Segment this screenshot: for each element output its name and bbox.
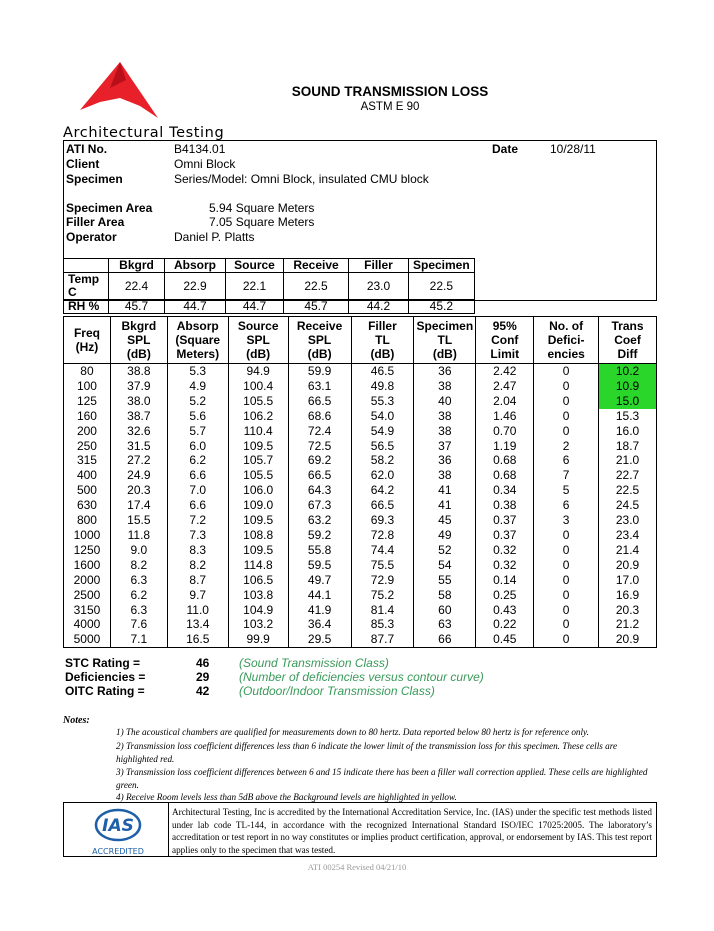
table-cell: 99.9 bbox=[228, 632, 288, 647]
table-cell: 5.3 bbox=[167, 364, 228, 379]
table-cell: 2 bbox=[534, 439, 599, 454]
cond-header: Receive bbox=[284, 259, 349, 273]
table-row bbox=[64, 394, 657, 409]
table-row bbox=[64, 588, 657, 603]
table-cell: 74.4 bbox=[351, 543, 414, 558]
table-cell: 100.4 bbox=[228, 379, 288, 394]
table-cell: 21.4 bbox=[599, 543, 657, 558]
table-cell: 21.2 bbox=[599, 617, 657, 632]
column-header: Specimen TL (dB) bbox=[414, 317, 476, 364]
column-header: Freq (Hz) bbox=[64, 317, 111, 364]
table-cell: 106.5 bbox=[228, 573, 288, 588]
table-cell: 40 bbox=[414, 394, 476, 409]
column-header: Bkgrd SPL (dB) bbox=[110, 317, 167, 364]
table-row bbox=[64, 453, 657, 468]
accreditation-box bbox=[63, 802, 657, 857]
table-cell: 36 bbox=[414, 453, 476, 468]
cond-cell: 22.5 bbox=[284, 273, 349, 300]
table-cell: 54.0 bbox=[351, 409, 414, 424]
table-row bbox=[64, 483, 657, 498]
column-header: Trans Coef Diff bbox=[599, 317, 657, 364]
cond-cell: 22.1 bbox=[226, 273, 284, 300]
date-label: Date bbox=[492, 142, 519, 156]
table-cell: 0 bbox=[534, 632, 599, 647]
table-cell: 55.3 bbox=[351, 394, 414, 409]
table-cell: 0.68 bbox=[476, 468, 534, 483]
table-cell: 54.9 bbox=[351, 424, 414, 439]
table-cell: 5.6 bbox=[167, 409, 228, 424]
cond-cell: 45.7 bbox=[109, 300, 165, 314]
cond-header: Bkgrd bbox=[109, 259, 165, 273]
table-cell: 72.4 bbox=[288, 424, 351, 439]
report-title: SOUND TRANSMISSION LOSS bbox=[291, 84, 489, 99]
table-cell: 0 bbox=[534, 558, 599, 573]
table-cell: 24.9 bbox=[110, 468, 167, 483]
table-cell: 3 bbox=[534, 513, 599, 528]
specimen-label: Specimen bbox=[66, 172, 123, 186]
table-cell: 105.5 bbox=[228, 468, 288, 483]
table-cell: 2.47 bbox=[476, 379, 534, 394]
table-cell: 2000 bbox=[64, 573, 111, 588]
table-cell: 45 bbox=[414, 513, 476, 528]
table-cell: 75.5 bbox=[351, 558, 414, 573]
table-cell: 109.5 bbox=[228, 543, 288, 558]
table-cell: 66.5 bbox=[288, 468, 351, 483]
table-row bbox=[64, 632, 657, 647]
svg-text:ACCREDITED: ACCREDITED bbox=[92, 847, 144, 855]
table-cell: 75.2 bbox=[351, 588, 414, 603]
table-cell: 80 bbox=[64, 364, 111, 379]
table-cell: 7.1 bbox=[110, 632, 167, 647]
operator-value: Daniel P. Platts bbox=[174, 230, 255, 244]
table-cell: 49.7 bbox=[288, 573, 351, 588]
specimen-area-value: 5.94 Square Meters bbox=[209, 201, 315, 215]
table-cell: 23.4 bbox=[599, 528, 657, 543]
cond-cell: 45.7 bbox=[284, 300, 349, 314]
column-header: Absorp (Square Meters) bbox=[167, 317, 228, 364]
stc-label: STC Rating = bbox=[65, 656, 141, 670]
table-cell: 109.5 bbox=[228, 513, 288, 528]
table-cell: 11.8 bbox=[110, 528, 167, 543]
table-cell: 87.7 bbox=[351, 632, 414, 647]
table-cell: 20.3 bbox=[599, 603, 657, 618]
table-cell: 0.45 bbox=[476, 632, 534, 647]
table-cell: 63 bbox=[414, 617, 476, 632]
table-cell: 59.2 bbox=[288, 528, 351, 543]
note-item: 2) Transmission loss coefficient differences less than 6 indicate the lower limit of the transmission loss for this specimen. These cells are highlighted red. bbox=[116, 741, 618, 764]
table-cell: 106.0 bbox=[228, 483, 288, 498]
table-cell: 66 bbox=[414, 632, 476, 647]
table-cell: 15.0 bbox=[599, 394, 657, 409]
table-cell: 52 bbox=[414, 543, 476, 558]
accreditation-text: Architectural Testing, Inc is accredited by the International Accreditation Service, Inc. (IAS) under the specific test methods listed under lab code TL-144, in accordance with the recognized International Standard ISO/IEC 17025:2005. The laboratory’s accreditation or test report in no way constitutes or implies product certification, approval, or endorsement by IAS. This test report applies only to the specimen that was tested. bbox=[172, 807, 653, 855]
table-cell: 46.5 bbox=[351, 364, 414, 379]
table-row bbox=[64, 498, 657, 513]
svg-text:IAS: IAS bbox=[102, 816, 134, 836]
table-cell: 22.5 bbox=[599, 483, 657, 498]
table-cell: 315 bbox=[64, 453, 111, 468]
table-cell: 105.7 bbox=[228, 453, 288, 468]
table-cell: 22.7 bbox=[599, 468, 657, 483]
table-cell: 38 bbox=[414, 409, 476, 424]
table-cell: 15.5 bbox=[110, 513, 167, 528]
table-cell: 38 bbox=[414, 379, 476, 394]
table-cell: 38 bbox=[414, 424, 476, 439]
table-cell: 59.5 bbox=[288, 558, 351, 573]
table-cell: 15.3 bbox=[599, 409, 657, 424]
specimen-area-label: Specimen Area bbox=[66, 201, 153, 215]
stc-desc: (Sound Transmission Class) bbox=[239, 656, 389, 670]
architectural-testing-logo bbox=[70, 58, 165, 120]
table-cell: 17.0 bbox=[599, 573, 657, 588]
ati-value: B4134.01 bbox=[174, 142, 226, 156]
table-cell: 630 bbox=[64, 498, 111, 513]
table-cell: 7.6 bbox=[110, 617, 167, 632]
table-cell: 0 bbox=[534, 394, 599, 409]
table-cell: 6 bbox=[534, 498, 599, 513]
column-header: Receive SPL (dB) bbox=[288, 317, 351, 364]
table-cell: 72.5 bbox=[288, 439, 351, 454]
table-cell: 68.6 bbox=[288, 409, 351, 424]
table-cell: 1000 bbox=[64, 528, 111, 543]
form-footer: ATI 00254 Revised 04/21/10 bbox=[307, 862, 407, 872]
table-cell: 24.5 bbox=[599, 498, 657, 513]
table-cell: 7.0 bbox=[167, 483, 228, 498]
table-cell: 38.7 bbox=[110, 409, 167, 424]
brand-name: Architectural Testing bbox=[63, 125, 225, 141]
table-cell: 8.3 bbox=[167, 543, 228, 558]
cond-row-label: RH % bbox=[64, 300, 109, 314]
table-cell: 49.8 bbox=[351, 379, 414, 394]
table-cell: 72.8 bbox=[351, 528, 414, 543]
note-item: 4) Receive Room levels less than 5dB above the Background levels are highlighted in yellow. bbox=[116, 792, 457, 802]
cond-header: Filler bbox=[349, 259, 409, 273]
table-cell: 0 bbox=[534, 409, 599, 424]
table-cell: 59.9 bbox=[288, 364, 351, 379]
table-cell: 49 bbox=[414, 528, 476, 543]
table-cell: 29.5 bbox=[288, 632, 351, 647]
table-cell: 109.5 bbox=[228, 439, 288, 454]
table-cell: 7.2 bbox=[167, 513, 228, 528]
table-row bbox=[64, 617, 657, 632]
table-cell: 69.2 bbox=[288, 453, 351, 468]
table-cell: 105.5 bbox=[228, 394, 288, 409]
table-cell: 0.22 bbox=[476, 617, 534, 632]
table-cell: 4.9 bbox=[167, 379, 228, 394]
deficiencies-label: Deficiencies = bbox=[65, 670, 146, 684]
oitc-value: 42 bbox=[196, 684, 210, 698]
table-cell: 0 bbox=[534, 379, 599, 394]
table-cell: 106.2 bbox=[228, 409, 288, 424]
table-cell: 500 bbox=[64, 483, 111, 498]
cond-cell: 44.7 bbox=[226, 300, 284, 314]
table-cell: 4000 bbox=[64, 617, 111, 632]
table-row bbox=[64, 603, 657, 618]
table-cell: 0 bbox=[534, 543, 599, 558]
table-cell: 0 bbox=[534, 588, 599, 603]
table-cell: 36.4 bbox=[288, 617, 351, 632]
table-cell: 62.0 bbox=[351, 468, 414, 483]
table-cell: 1250 bbox=[64, 543, 111, 558]
report-standard: ASTM E 90 bbox=[360, 101, 420, 113]
table-cell: 6.6 bbox=[167, 498, 228, 513]
table-cell: 9.7 bbox=[167, 588, 228, 603]
table-cell: 103.2 bbox=[228, 617, 288, 632]
table-cell: 58 bbox=[414, 588, 476, 603]
table-header-row bbox=[64, 317, 657, 364]
column-header: Source SPL (dB) bbox=[228, 317, 288, 364]
table-cell: 55.8 bbox=[288, 543, 351, 558]
table-cell: 41 bbox=[414, 483, 476, 498]
operator-label: Operator bbox=[66, 230, 117, 244]
deficiencies-value: 29 bbox=[196, 670, 210, 684]
table-cell: 38.0 bbox=[110, 394, 167, 409]
table-cell: 0.43 bbox=[476, 603, 534, 618]
stc-value: 46 bbox=[196, 656, 210, 670]
cond-cell: 22.9 bbox=[165, 273, 226, 300]
table-cell: 0.68 bbox=[476, 453, 534, 468]
ati-label: ATI No. bbox=[66, 142, 108, 156]
table-cell: 103.8 bbox=[228, 588, 288, 603]
cond-cell: 44.2 bbox=[349, 300, 409, 314]
table-cell: 72.9 bbox=[351, 573, 414, 588]
ias-accredited-logo bbox=[82, 807, 154, 855]
table-cell: 66.5 bbox=[288, 394, 351, 409]
date-value: 10/28/11 bbox=[550, 142, 596, 156]
table-cell: 6.3 bbox=[110, 603, 167, 618]
table-cell: 0.37 bbox=[476, 513, 534, 528]
table-row bbox=[64, 424, 657, 439]
table-cell: 400 bbox=[64, 468, 111, 483]
table-cell: 67.3 bbox=[288, 498, 351, 513]
table-cell: 0.34 bbox=[476, 483, 534, 498]
column-header: No. of Defici- encies bbox=[534, 317, 599, 364]
table-cell: 60 bbox=[414, 603, 476, 618]
table-cell: 0.37 bbox=[476, 528, 534, 543]
client-value: Omni Block bbox=[174, 157, 236, 171]
table-row bbox=[64, 513, 657, 528]
table-cell: 7 bbox=[534, 468, 599, 483]
table-cell: 6.0 bbox=[167, 439, 228, 454]
table-cell: 104.9 bbox=[228, 603, 288, 618]
table-cell: 21.0 bbox=[599, 453, 657, 468]
table-cell: 2.42 bbox=[476, 364, 534, 379]
specimen-value: Series/Model: Omni Block, insulated CMU block bbox=[174, 172, 429, 186]
filler-area-value: 7.05 Square Meters bbox=[209, 215, 315, 229]
table-cell: 94.9 bbox=[228, 364, 288, 379]
filler-area-label: Filler Area bbox=[66, 215, 125, 229]
table-row bbox=[64, 379, 657, 394]
table-row bbox=[64, 439, 657, 454]
table-cell: 17.4 bbox=[110, 498, 167, 513]
table-cell: 44.1 bbox=[288, 588, 351, 603]
cond-cell: 22.5 bbox=[409, 273, 475, 300]
table-cell: 63.1 bbox=[288, 379, 351, 394]
table-cell: 250 bbox=[64, 439, 111, 454]
table-cell: 20.9 bbox=[599, 632, 657, 647]
table-cell: 109.0 bbox=[228, 498, 288, 513]
table-cell: 41.9 bbox=[288, 603, 351, 618]
table-cell: 69.3 bbox=[351, 513, 414, 528]
table-cell: 0.32 bbox=[476, 558, 534, 573]
table-cell: 0 bbox=[534, 603, 599, 618]
table-cell: 56.5 bbox=[351, 439, 414, 454]
table-row bbox=[64, 573, 657, 588]
table-cell: 6 bbox=[534, 453, 599, 468]
transmission-loss-table bbox=[63, 316, 657, 648]
table-cell: 0.38 bbox=[476, 498, 534, 513]
table-cell: 8.2 bbox=[167, 558, 228, 573]
cond-cell: 22.4 bbox=[109, 273, 165, 300]
table-cell: 13.4 bbox=[167, 617, 228, 632]
table-cell: 5.2 bbox=[167, 394, 228, 409]
table-cell: 64.3 bbox=[288, 483, 351, 498]
table-cell: 38 bbox=[414, 468, 476, 483]
table-cell: 55 bbox=[414, 573, 476, 588]
table-cell: 125 bbox=[64, 394, 111, 409]
table-cell: 8.2 bbox=[110, 558, 167, 573]
table-cell: 63.2 bbox=[288, 513, 351, 528]
table-cell: 85.3 bbox=[351, 617, 414, 632]
table-cell: 10.9 bbox=[599, 379, 657, 394]
table-cell: 27.2 bbox=[110, 453, 167, 468]
table-cell: 0.14 bbox=[476, 573, 534, 588]
table-cell: 32.6 bbox=[110, 424, 167, 439]
table-cell: 5.7 bbox=[167, 424, 228, 439]
deficiencies-desc: (Number of deficiencies versus contour curve) bbox=[239, 670, 484, 684]
column-header: Filler TL (dB) bbox=[351, 317, 414, 364]
table-cell: 5 bbox=[534, 483, 599, 498]
table-cell: 5000 bbox=[64, 632, 111, 647]
table-cell: 108.8 bbox=[228, 528, 288, 543]
oitc-label: OITC Rating = bbox=[65, 684, 145, 698]
table-cell: 0 bbox=[534, 573, 599, 588]
table-cell: 1.46 bbox=[476, 409, 534, 424]
table-cell: 0 bbox=[534, 617, 599, 632]
table-cell: 54 bbox=[414, 558, 476, 573]
table-row bbox=[64, 468, 657, 483]
table-row bbox=[64, 558, 657, 573]
table-cell: 37 bbox=[414, 439, 476, 454]
table-cell: 0.70 bbox=[476, 424, 534, 439]
cond-header: Specimen bbox=[409, 259, 475, 273]
note-item: 1) The acoustical chambers are qualified for measurements down to 80 hertz. Data reported below 80 hertz is for reference only. bbox=[116, 727, 589, 737]
table-cell: 81.4 bbox=[351, 603, 414, 618]
table-cell: 0.32 bbox=[476, 543, 534, 558]
table-cell: 66.5 bbox=[351, 498, 414, 513]
table-cell: 18.7 bbox=[599, 439, 657, 454]
table-cell: 6.3 bbox=[110, 573, 167, 588]
table-cell: 16.9 bbox=[599, 588, 657, 603]
cond-row-label: Temp C bbox=[64, 273, 109, 300]
table-cell: 0 bbox=[534, 528, 599, 543]
table-cell: 160 bbox=[64, 409, 111, 424]
table-cell: 20.9 bbox=[599, 558, 657, 573]
table-cell: 41 bbox=[414, 498, 476, 513]
table-cell: 16.5 bbox=[167, 632, 228, 647]
table-row bbox=[64, 543, 657, 558]
table-cell: 38.8 bbox=[110, 364, 167, 379]
table-cell: 6.6 bbox=[167, 468, 228, 483]
cond-cell: 23.0 bbox=[349, 273, 409, 300]
table-cell: 200 bbox=[64, 424, 111, 439]
table-cell: 0.25 bbox=[476, 588, 534, 603]
table-row bbox=[64, 364, 657, 379]
table-row bbox=[64, 528, 657, 543]
cond-header: Source bbox=[226, 259, 284, 273]
oitc-desc: (Outdoor/Indoor Transmission Class) bbox=[239, 684, 435, 698]
table-cell: 11.0 bbox=[167, 603, 228, 618]
table-cell: 8.7 bbox=[167, 573, 228, 588]
environment-conditions-table bbox=[63, 258, 475, 314]
column-header: 95% Conf Limit bbox=[476, 317, 534, 364]
note-item: 3) Transmission loss coefficient differences between 6 and 15 indicate there has been a filler wall correction applied. These cells are highlighted green. bbox=[116, 767, 648, 790]
table-cell: 10.2 bbox=[599, 364, 657, 379]
table-cell: 36 bbox=[414, 364, 476, 379]
table-cell: 3150 bbox=[64, 603, 111, 618]
table-cell: 6.2 bbox=[110, 588, 167, 603]
table-cell: 800 bbox=[64, 513, 111, 528]
table-cell: 2500 bbox=[64, 588, 111, 603]
table-cell: 20.3 bbox=[110, 483, 167, 498]
table-cell: 100 bbox=[64, 379, 111, 394]
table-cell: 1600 bbox=[64, 558, 111, 573]
table-cell: 7.3 bbox=[167, 528, 228, 543]
notes-label: Notes: bbox=[63, 715, 90, 726]
table-cell: 37.9 bbox=[110, 379, 167, 394]
table-cell: 1.19 bbox=[476, 439, 534, 454]
table-cell: 31.5 bbox=[110, 439, 167, 454]
table-cell: 64.2 bbox=[351, 483, 414, 498]
client-label: Client bbox=[66, 157, 100, 171]
table-cell: 16.0 bbox=[599, 424, 657, 439]
table-cell: 2.04 bbox=[476, 394, 534, 409]
table-cell: 0 bbox=[534, 364, 599, 379]
table-row bbox=[64, 409, 657, 424]
table-cell: 6.2 bbox=[167, 453, 228, 468]
table-cell: 114.8 bbox=[228, 558, 288, 573]
table-cell: 9.0 bbox=[110, 543, 167, 558]
table-cell: 23.0 bbox=[599, 513, 657, 528]
cond-cell: 44.7 bbox=[165, 300, 226, 314]
table-cell: 110.4 bbox=[228, 424, 288, 439]
table-cell: 0 bbox=[534, 424, 599, 439]
cond-header: Absorp bbox=[165, 259, 226, 273]
table-cell: 58.2 bbox=[351, 453, 414, 468]
cond-cell: 45.2 bbox=[409, 300, 475, 314]
